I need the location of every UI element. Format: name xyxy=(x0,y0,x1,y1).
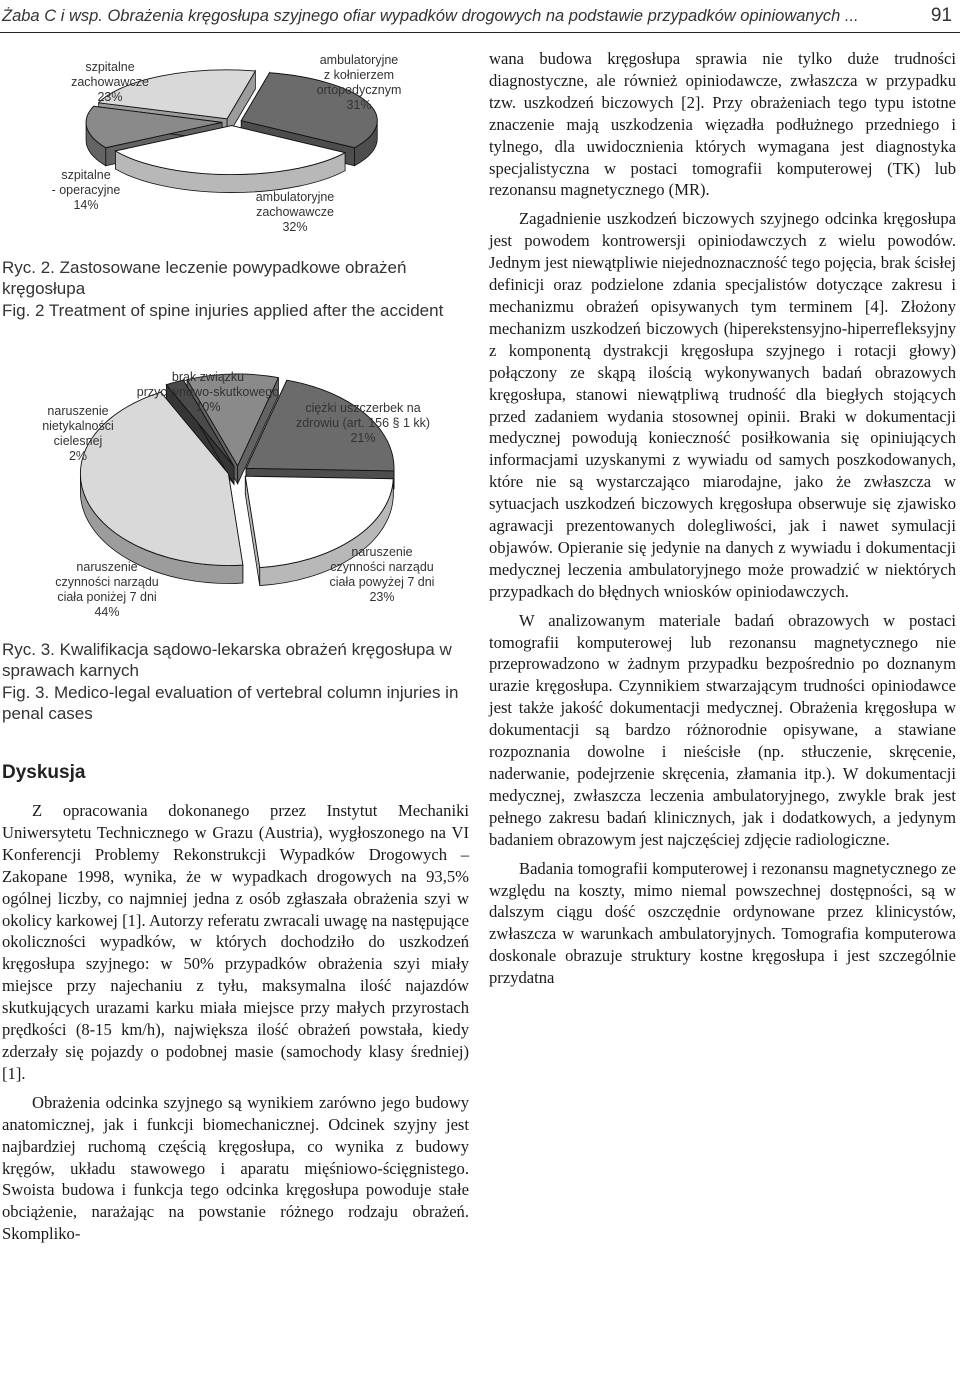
fig2-label-line: zachowawcze xyxy=(256,205,334,219)
section-heading: Dyskusja xyxy=(2,762,86,783)
fig3-label-brak-zwiazku xyxy=(128,370,288,415)
left-paragraph: Obrażenia odcinka szyjnego są wynikiem zarówno jego budowy anatomicznej, jak i funkcji biomechanicznej. Odcinek szyjny jest najbardziej ruchomą częścią kręgosłupa, co wynika z budowy kręgów, układu stawowego i aparatu mięśniowo-ścięgnistego. Swoista budowa i funkcja tego odcinka kręgosłupa powoduje stałe obciążenie, narażając na powstanie różnego rodzaju obrażeń. Skompliko- xyxy=(2,1092,469,1244)
fig3-label-value: 10% xyxy=(195,400,221,414)
figure-3-caption-pl: Ryc. 3. Kwalifikacja sądowo-lekarska obrażeń kręgosłupa w sprawach karnych xyxy=(2,640,452,680)
fig3-label-line: brak związku xyxy=(171,370,245,384)
fig2-label-ambulatoryjne-zachowawcze xyxy=(240,190,350,235)
left-column-body xyxy=(2,800,469,1245)
fig2-label-value: 23% xyxy=(97,90,123,104)
figure-3-caption xyxy=(2,640,468,724)
fig2-label-value: 32% xyxy=(282,220,308,234)
fig2-label-value: 14% xyxy=(73,198,99,212)
right-paragraph: W analizowanym materiale badań obrazowych w postaci tomografii komputerowej lub rezonansu magnetycznego nie przeprowadzono w żadnym przypadku bezpośrednio po doznanym urazie kręgosłupa. Czynnikiem stwarzającym trudności opiniodawce jest także jakość dokumentacji medycznej. Obrażenia kręgosłupa w dokumentacji są bardzo różnorodnie opisywane, a stawiane rozpoznania dowolne i nieścisłe (np. stłuczenie, skręcenie, naderwanie, podejrzenie skręcenia, złamania itp.). W dokumentacji medycznej, zwłaszcza leczenia ambulatoryjnego, zwykle brak jest pełnego zakresu badań klinicznych, jak i dodatkowych, a jedynym badaniem obrazowym jest najczęściej zdjęcie radiologiczne. xyxy=(489,610,956,849)
right-paragraph: Badania tomografii komputerowej i rezonansu magnetycznego ze względu na koszty, mimo niemal powszechnej dostępności, są w dalszym ciągu dość oszczędnie ordynowane przez klinicystów, zwłaszcza w warunkach ambulatoryjnych. Tomografia komputerowa doskonale obrazuje struktury kostne kręgosłupa i jest szczególnie przydatna xyxy=(489,858,956,988)
running-header xyxy=(0,0,960,36)
fig3-label-line: naruszenie xyxy=(76,560,138,574)
figure-2-caption-en: Fig. 2 Treatment of spine injuries applied after the accident xyxy=(2,301,444,320)
fig2-label-ambulatoryjne-kolnierz xyxy=(294,53,424,113)
fig2-label-value: 31% xyxy=(346,98,372,112)
fig3-label-line: nietykalności xyxy=(42,419,114,433)
fig3-label-line: naruszenie xyxy=(351,545,413,559)
fig3-label-powyzej-7-dni xyxy=(312,545,452,605)
fig3-label-ciezki-uszczerbek xyxy=(288,401,438,446)
fig3-label-value: 21% xyxy=(350,431,376,445)
figure-2-caption xyxy=(2,258,468,322)
fig3-label-ponizej-7-dni xyxy=(42,560,172,620)
figure-2-caption-pl: Ryc. 2. Zastosowane leczenie powypadkowe obrażeń kręgosłupa xyxy=(2,258,407,298)
fig3-label-line: czynności narządu xyxy=(55,575,159,589)
fig2-label-szpitalne-zachowawcze xyxy=(58,60,162,105)
page-number: 91 xyxy=(930,5,952,26)
header-rule xyxy=(0,32,960,33)
fig3-label-line: ciała powyżej 7 dni xyxy=(329,575,435,589)
fig3-label-value: 23% xyxy=(369,590,395,604)
figure-3-caption-en: Fig. 3. Medico-legal evaluation of vertebral column injuries in penal cases xyxy=(2,683,459,723)
fig2-label-line: ortopedycznym xyxy=(316,83,402,97)
right-paragraph: wana budowa kręgosłupa sprawia nie tylko duże trudności diagnostyczne, ale również opiniodawcze, zwłaszcza w przypadku tzw. uszkodzeń biczowych [2]. Przy obrażeniach tego typu istotne znaczenie mają uszkodzenia więzadła podłużnego przedniego i tylnego, dla uwidocznienia których wymagana jest diagnostyka specjalistyczna w postaci tomografii komputerowej (TK) lub rezonansu magnetycznego (MR). xyxy=(489,49,956,200)
fig3-label-line: zdrowiu (art. 156 § 1 kk) xyxy=(295,416,431,430)
fig3-label-value: 44% xyxy=(94,605,120,619)
fig3-label-nietykalnosc xyxy=(30,404,126,464)
fig2-label-line: szpitalne xyxy=(61,168,111,182)
fig2-label-line: - operacyjne xyxy=(51,183,121,197)
fig2-label-szpitalne-operacyjne xyxy=(38,168,134,213)
fig2-label-line: szpitalne xyxy=(85,60,135,74)
fig2-label-line: ambulatoryjne xyxy=(255,190,335,204)
fig3-label-line: ciała poniżej 7 dni xyxy=(57,590,157,604)
right-column-body xyxy=(489,48,956,989)
fig2-label-line: z kołnierzem xyxy=(323,68,395,82)
running-title: Żaba C i wsp. Obrażenia kręgosłupa szyjnego ofiar wypadków drogowych na podstawie przypadków opiniowanych ... xyxy=(2,7,859,25)
left-paragraph: Z opracowania dokonanego przez Instytut Mechaniki Uniwersytetu Technicznego w Grazu (Austria), wygłoszonego na VI Konferencji Problemy Rekonstrukcji Wypadków Drogowych – Zakopane 1998, wynika, że w wypadkach drogowych na 93,5% ogólnej liczby, co najmniej jedna z osób zgłaszała obrażenia szyi w okolicy karkowej [1]. Autorzy referatu zwracali uwagę na następujące okoliczności wypadków, w których dochodziło do uszkodzeń kręgosłupa szyjnego: w 50% przypadków obrażenia szyi miały miejsce przy najechaniu z tyłu, maksymalna ilość najazdów skutkujących urazami karku miała miejsce przy małych przyrostach prędkości (8-15 km/h), największa ilość obrażeń powstała, kiedy zderzały się pojazdy o podobnej masie (samochody klasy średniej) [1]. xyxy=(2,801,469,1083)
fig2-label-line: zachowawcze xyxy=(71,75,149,89)
fig3-label-value: 2% xyxy=(68,449,88,463)
right-paragraph: Zagadnienie uszkodzeń biczowych szyjnego odcinka kręgosłupa jest powodem kontrowersji opiniodawczych z wielu powodów. Jednym jest niewątpliwie niejednoznaczność tego pojęcia, brak ścisłej definicji oraz podzielone zdania specjalistów dotyczące zakresu i mechanizmu obrażeń opisywanych tym terminem [4]. Złożony mechanizm uszkodzeń biczowych (hiperekstensyjno-hiperrefleksyjny z komponentą dystrakcji kręgosłupa szyjnego i rotacji głowy) połączony ze skąpą ilością wykonywanych badań obrazowych kręgosłupa, stanowi niewątpliwą trudność dla biegłych stojących przed zadaniem wydania stosownej opinii. Braki w dokumentacji medycznej powodują konieczność posiłkowania się opiniujących informacjami uzyskanymi z wywiadu od samych poszkodowanych, które nie są wystarczająco miarodajne, jako że zwłaszcza w sytuacjach uszkodzeń biczowych kręgosłupa obserwuje się zjawisko agrawacji prezentowanych dolegliwości, jak i nawet symulacji objawów. Opieranie się jedynie na danych z wywiadu i dokumentacji medycznej leczenia ambulatoryjnego może prowadzić w niektórych przypadkach do błędnych wniosków opiniodawczych. xyxy=(489,209,956,601)
fig2-label-line: ambulatoryjne xyxy=(319,53,399,67)
fig3-label-line: czynności narządu xyxy=(330,560,434,574)
fig3-label-line: naruszenie xyxy=(47,404,109,418)
fig3-label-line: przyczynowo-skutkowego xyxy=(136,385,280,399)
fig3-label-line: cielesnej xyxy=(53,434,103,448)
fig3-label-line: ciężki uszczerbek na xyxy=(305,401,421,415)
